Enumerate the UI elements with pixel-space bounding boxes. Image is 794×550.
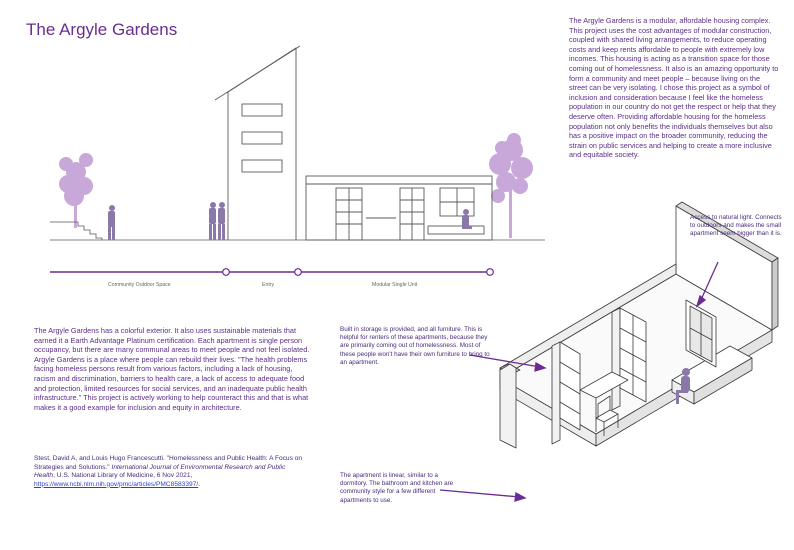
citation-journal: International Journal of Environmental Research and Public Health [34, 463, 286, 480]
timeline-label-outdoor: Community Outdoor Space [108, 282, 171, 288]
intro-paragraph: The Argyle Gardens is a modular, affordable housing complex. This project uses the cost advantages of modular construction, coupled with shared living arrangements, to reduce operating costs and keep rents affordable to people with extremely low incomes. This housing is acting as a transition space for those coming out of homelessness. It also is an amazing opportunity to form a community and meet people – because living on the street can be very isolating. I chose this project as a symbol of inclusion and consideration because I feel like the homeless population in our country do not get the respect or help that they deserve often. Providing affordable housing for the homeless population not only benefits the individuals themselves but also has a positive impact on the broader community, reducing the strain on public services and helping to create a more inclusive and equitable society. [569, 16, 779, 160]
timeline-label-unit: Modular Single Unit [372, 282, 418, 288]
citation-authors: Stest, David A, and Louis Hugo Francescutti. "Homelessness and Public Health: A Focus on Strategies and Solutions." [34, 455, 303, 471]
annotation-storage: Built in storage is provided, and all furniture. This is helpful for renters of these apartments, because they are primarily coming out of homelessness. Most of these people won't have their own furniture to bring to an apartment. [340, 326, 490, 366]
citation-publisher: , U.S. National Library of Medicine, 6 Nov 2021, [53, 472, 193, 480]
body-paragraph: The Argyle Gardens has a colorful exterior. It also uses sustainable materials that earned it a Earth Advantage Platinum certification. Each apartment is single person occupancy, but there are many communal areas to meet people and not feel isolated. Argyle Gardens is a place where people can rebuild their lives. "The health problems facing homeless persons result from various factors, including a lack of housing, racism and discrimination, barriers to health care, a lack of access to adequate food and protection, limited resources for social services, and an inadequate public health infrastructure." This project is actively working to help counteract this and that is what makes it a good example for inclusion and equity in architecture. [34, 326, 310, 412]
annotation-linear: The apartment is linear, similar to a dormitory. The bathroom and kitchen are community style for a few different apartments to use. [340, 472, 454, 504]
citation: Stest, David A, and Louis Hugo Francescutti. "Homelessness and Public Health: A Focus on Strategies and Solutions." International Journal of Environmental Research and Public Health, U.S. National Library of Medicine, 6 Nov 2021, https://www.ncbi.nlm.nih.gov/pmc/articles/PMC8583397/. [34, 455, 303, 488]
timeline-label-entry: Entry [262, 282, 275, 288]
annotation-natural-light: Access to natural light. Connects to outdoors and makes the small apartment seem bigger than it is. [690, 214, 782, 238]
citation-link[interactable]: https://www.ncbi.nlm.nih.gov/pmc/articles/PMC8583397/ [34, 480, 199, 488]
page-title: The Argyle Gardens [26, 20, 178, 39]
